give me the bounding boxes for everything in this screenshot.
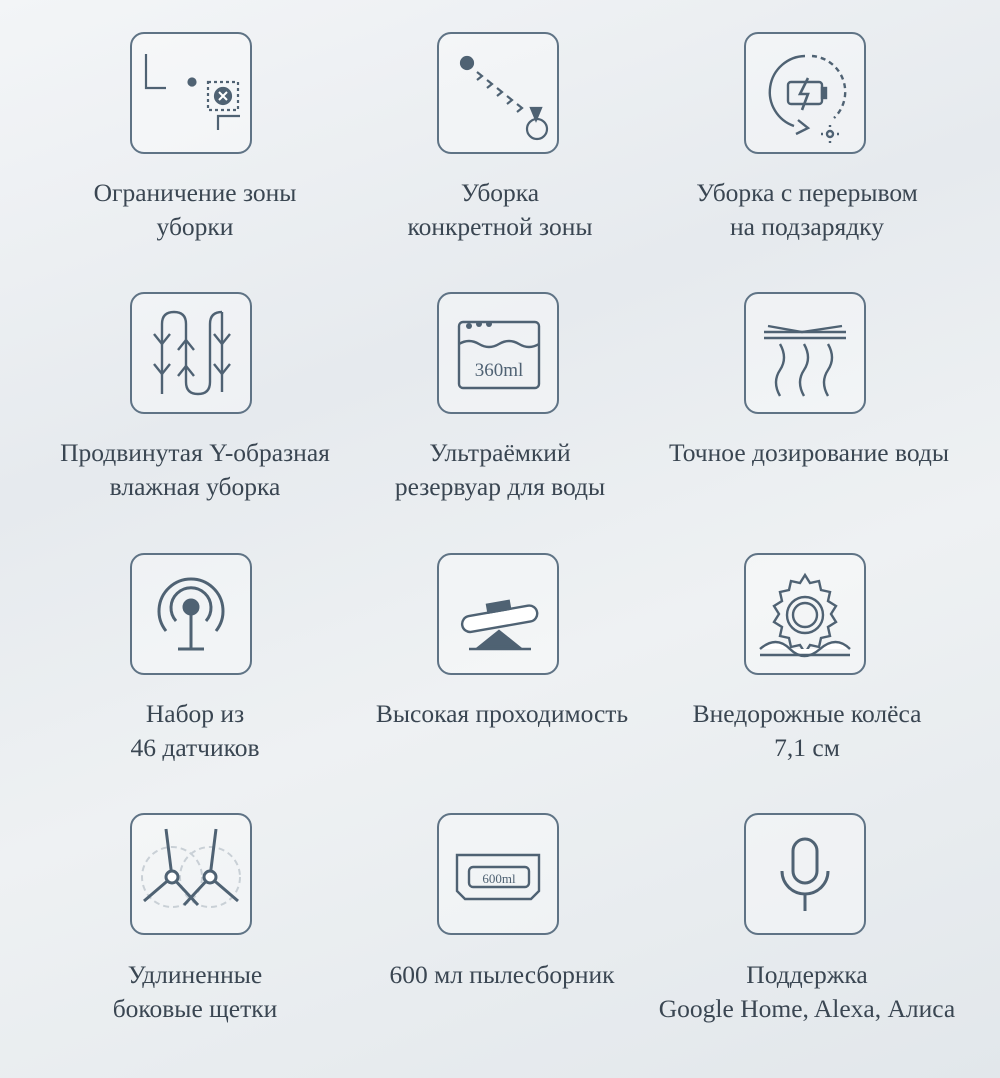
recharge-resume-icon [744, 32, 866, 154]
tank-capacity-label: 360ml [474, 360, 524, 381]
water-dosing-icon [744, 292, 866, 414]
feature-label-zone-restriction: Ограничение зоны уборки [93, 178, 297, 241]
feature-label-y-mopping: Продвинутая Y-образная влажная уборка [60, 438, 330, 501]
side-brushes-icon [130, 813, 252, 935]
dustbin-icon [437, 813, 559, 935]
feature-label-sensors: Набор из 46 датчиков [130, 699, 260, 762]
water-tank-icon [437, 292, 559, 414]
feature-label-dustbin: 600 мл пылесборник [389, 960, 615, 989]
zone-restriction-icon [130, 32, 252, 154]
feature-label-offroad-wheels: Внедорожные колёса 7,1 см [692, 699, 922, 762]
feature-label-water-dosing: Точное дозирование воды [669, 438, 949, 467]
y-mopping-icon [130, 292, 252, 414]
feature-label-side-brushes: Удлиненные боковые щетки [112, 960, 278, 1023]
feature-label-spot-cleaning: Уборка конкретной зоны [407, 178, 593, 241]
feature-label-recharge-resume: Уборка с перерывом на подзарядку [696, 178, 918, 241]
spot-cleaning-icon [437, 32, 559, 154]
feature-label-obstacle-climbing: Высокая проходимость [375, 699, 629, 728]
feature-label-water-tank: Ультраёмкий резервуар для воды [394, 438, 606, 501]
voice-assistant-icon [744, 813, 866, 935]
obstacle-climbing-icon [437, 553, 559, 675]
sensor-icon [130, 553, 252, 675]
feature-label-voice-assistant: Поддержка Google Home, Alexa, Алиса [658, 960, 956, 1023]
offroad-wheel-icon [744, 553, 866, 675]
dustbin-capacity-label: 600ml [482, 871, 516, 886]
